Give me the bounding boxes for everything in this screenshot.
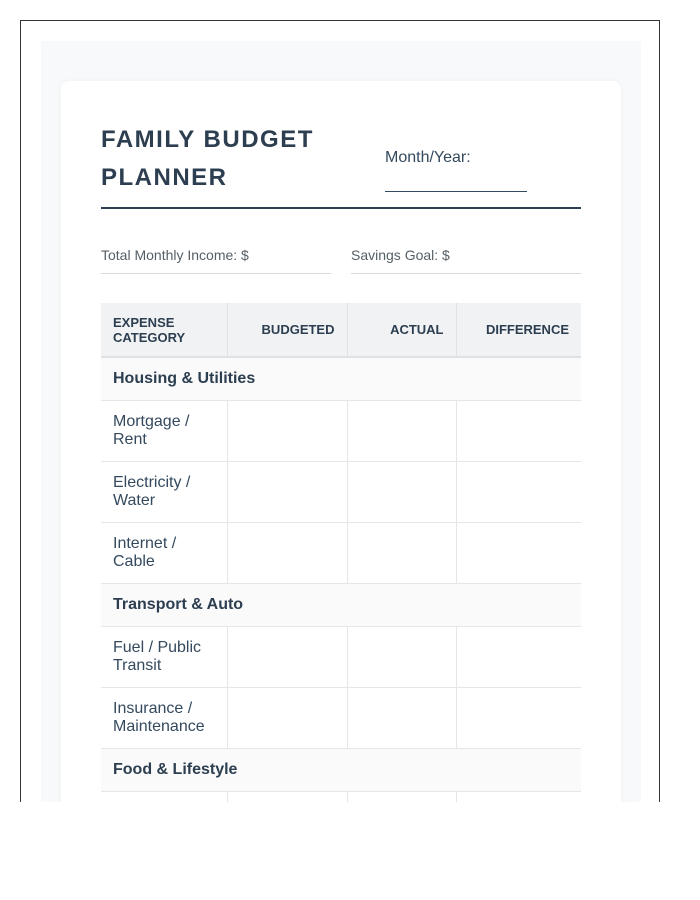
- budgeted-cell[interactable]: [227, 626, 347, 687]
- table-header-row: [101, 303, 581, 357]
- actual-cell[interactable]: [347, 461, 456, 522]
- expense-item-label: Mortgage / Rent: [101, 400, 227, 461]
- difference-cell[interactable]: [456, 461, 581, 522]
- section-label: Transport & Auto: [101, 583, 581, 626]
- month-year-label: Month/Year:: [385, 149, 471, 166]
- budgeted-cell[interactable]: [227, 400, 347, 461]
- difference-cell[interactable]: [456, 626, 581, 687]
- budget-table: [101, 303, 581, 802]
- section-label: Housing & Utilities: [101, 357, 581, 400]
- actual-cell[interactable]: [347, 400, 456, 461]
- difference-cell[interactable]: [456, 522, 581, 583]
- document-frame: [20, 20, 660, 802]
- month-year-field[interactable]: [385, 191, 527, 192]
- section-label: Food & Lifestyle: [101, 748, 581, 791]
- expense-item-label: Internet / Cable: [101, 522, 227, 583]
- section-row-transport: [101, 583, 581, 626]
- column-header-difference: DIFFERENCE: [456, 303, 581, 357]
- actual-cell[interactable]: [347, 791, 456, 802]
- savings-field[interactable]: [351, 247, 581, 274]
- income-label: Total Monthly Income: $: [101, 247, 249, 263]
- section-row-housing: [101, 357, 581, 400]
- section-row-food: [101, 748, 581, 791]
- difference-cell[interactable]: [456, 400, 581, 461]
- table-row: [101, 687, 581, 748]
- expense-item-label: [101, 791, 227, 802]
- budgeted-cell[interactable]: [227, 461, 347, 522]
- difference-cell[interactable]: [456, 687, 581, 748]
- expense-item-label: Fuel / Public Transit: [101, 626, 227, 687]
- planner-card: [61, 81, 621, 802]
- header-divider: [101, 207, 581, 209]
- expense-item-label: Insurance / Maintenance: [101, 687, 227, 748]
- difference-cell[interactable]: [456, 791, 581, 802]
- table-row: [101, 522, 581, 583]
- actual-cell[interactable]: [347, 522, 456, 583]
- table-row: [101, 461, 581, 522]
- page-backdrop: [41, 41, 641, 802]
- column-header-category: EXPENSE CATEGORY: [101, 303, 227, 357]
- income-field[interactable]: [101, 247, 331, 274]
- budgeted-cell[interactable]: [227, 522, 347, 583]
- column-header-actual: ACTUAL: [347, 303, 456, 357]
- column-header-budgeted: BUDGETED: [227, 303, 347, 357]
- budgeted-cell[interactable]: [227, 791, 347, 802]
- table-row: [101, 400, 581, 461]
- table-row: [101, 791, 581, 802]
- savings-label: Savings Goal: $: [351, 247, 450, 263]
- actual-cell[interactable]: [347, 626, 456, 687]
- budgeted-cell[interactable]: [227, 687, 347, 748]
- page-title: FAMILY BUDGET PLANNER: [101, 126, 314, 191]
- table-row: [101, 626, 581, 687]
- actual-cell[interactable]: [347, 687, 456, 748]
- expense-item-label: Electricity / Water: [101, 461, 227, 522]
